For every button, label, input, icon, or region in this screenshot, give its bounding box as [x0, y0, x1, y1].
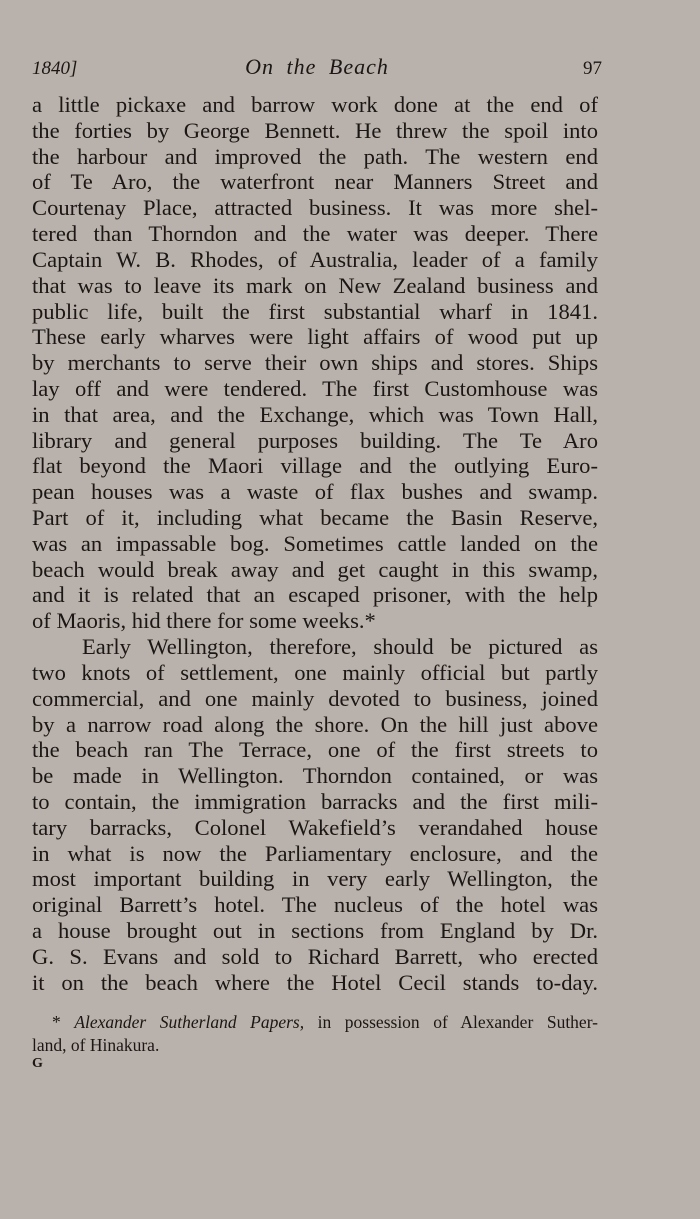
footnote-marker: * [52, 1012, 75, 1032]
page-number: 97 [583, 58, 602, 79]
body-text [32, 92, 598, 995]
running-head-year: 1840] [32, 58, 78, 79]
text-line: Part of it, including what became the Basin Reserve, [32, 505, 598, 530]
text-line: that was to leave its mark on New Zealand business and [32, 272, 598, 298]
footnote-text: in possession of Alexander Suther- [304, 1012, 598, 1032]
text-line: in that area, and the Exchange, which was Town Hall, [32, 401, 598, 427]
text-line: be made in Wellington. Thorndon contained, or was [32, 763, 598, 789]
text-line: lay off and were tendered. The first Customhouse was [32, 375, 598, 401]
footnote-source-title: Alexander Sutherland Papers, [74, 1012, 305, 1032]
text-line: by a narrow road along the shore. On the hill just above [32, 711, 598, 737]
text-line: original Barrett’s hotel. The nucleus of the hotel was [32, 892, 598, 918]
text-line: a house brought out in sections from England by Dr. [32, 918, 598, 943]
footnote [32, 1011, 598, 1057]
footnote-line [32, 1011, 598, 1034]
text-line: library and general purposes building. The Te Aro [32, 427, 598, 453]
text-line: the harbour and improved the path. The western end [32, 143, 598, 169]
running-head-title: On the Beach [245, 54, 389, 79]
text-line: to contain, the immigration barracks and the first mili- [32, 788, 598, 814]
text-line: These early wharves were light affairs of wood put up [32, 324, 598, 350]
text-line: G. S. Evans and sold to Richard Barrett, who erected [32, 943, 598, 969]
text-line: in what is now the Parliamentary enclosure, and the [32, 840, 598, 866]
text-line: a little pickaxe and barrow work done at the end of [32, 92, 598, 117]
text-line: tered than Thorndon and the water was deeper. There [32, 221, 598, 247]
text-line: the forties by George Bennett. He threw the spoil into [32, 117, 598, 143]
text-line: Courtenay Place, attracted business. It was more shel- [32, 195, 598, 221]
signature-mark: G [32, 1056, 43, 1071]
text-line: beach would break away and get caught in this swamp, [32, 556, 598, 582]
text-line: of Maoris, hid there for some weeks.* [32, 608, 376, 634]
text-line: and it is related that an escaped prisoner, with the help [32, 582, 598, 608]
text-line: tary barracks, Colonel Wakefield’s verandahed house [32, 814, 598, 840]
text-line: it on the beach where the Hotel Cecil stands to-day. [32, 969, 598, 995]
text-line: was an impassable bog. Sometimes cattle landed on the [32, 530, 598, 556]
footnote-line: land, of Hinakura. [32, 1035, 160, 1055]
text-line: by merchants to serve their own ships and stores. Ships [32, 350, 598, 376]
running-head [32, 54, 602, 84]
text-line: of Te Aro, the waterfront near Manners Street and [32, 169, 598, 195]
text-line: two knots of settlement, one mainly official but partly [32, 659, 598, 685]
text-line: Early Wellington, therefore, should be pictured as [82, 634, 598, 660]
text-line: most important building in very early Wellington, the [32, 866, 598, 892]
text-line: flat beyond the Maori village and the outlying Euro- [32, 453, 598, 479]
text-line: public life, built the first substantial wharf in 1841. [32, 298, 598, 324]
text-line: pean houses was a waste of flax bushes and swamp. [32, 479, 598, 505]
text-line: Captain W. B. Rhodes, of Australia, leader of a family [32, 246, 598, 272]
text-line: commercial, and one mainly devoted to business, joined [32, 685, 598, 711]
text-line: the beach ran The Terrace, one of the first streets to [32, 737, 598, 763]
